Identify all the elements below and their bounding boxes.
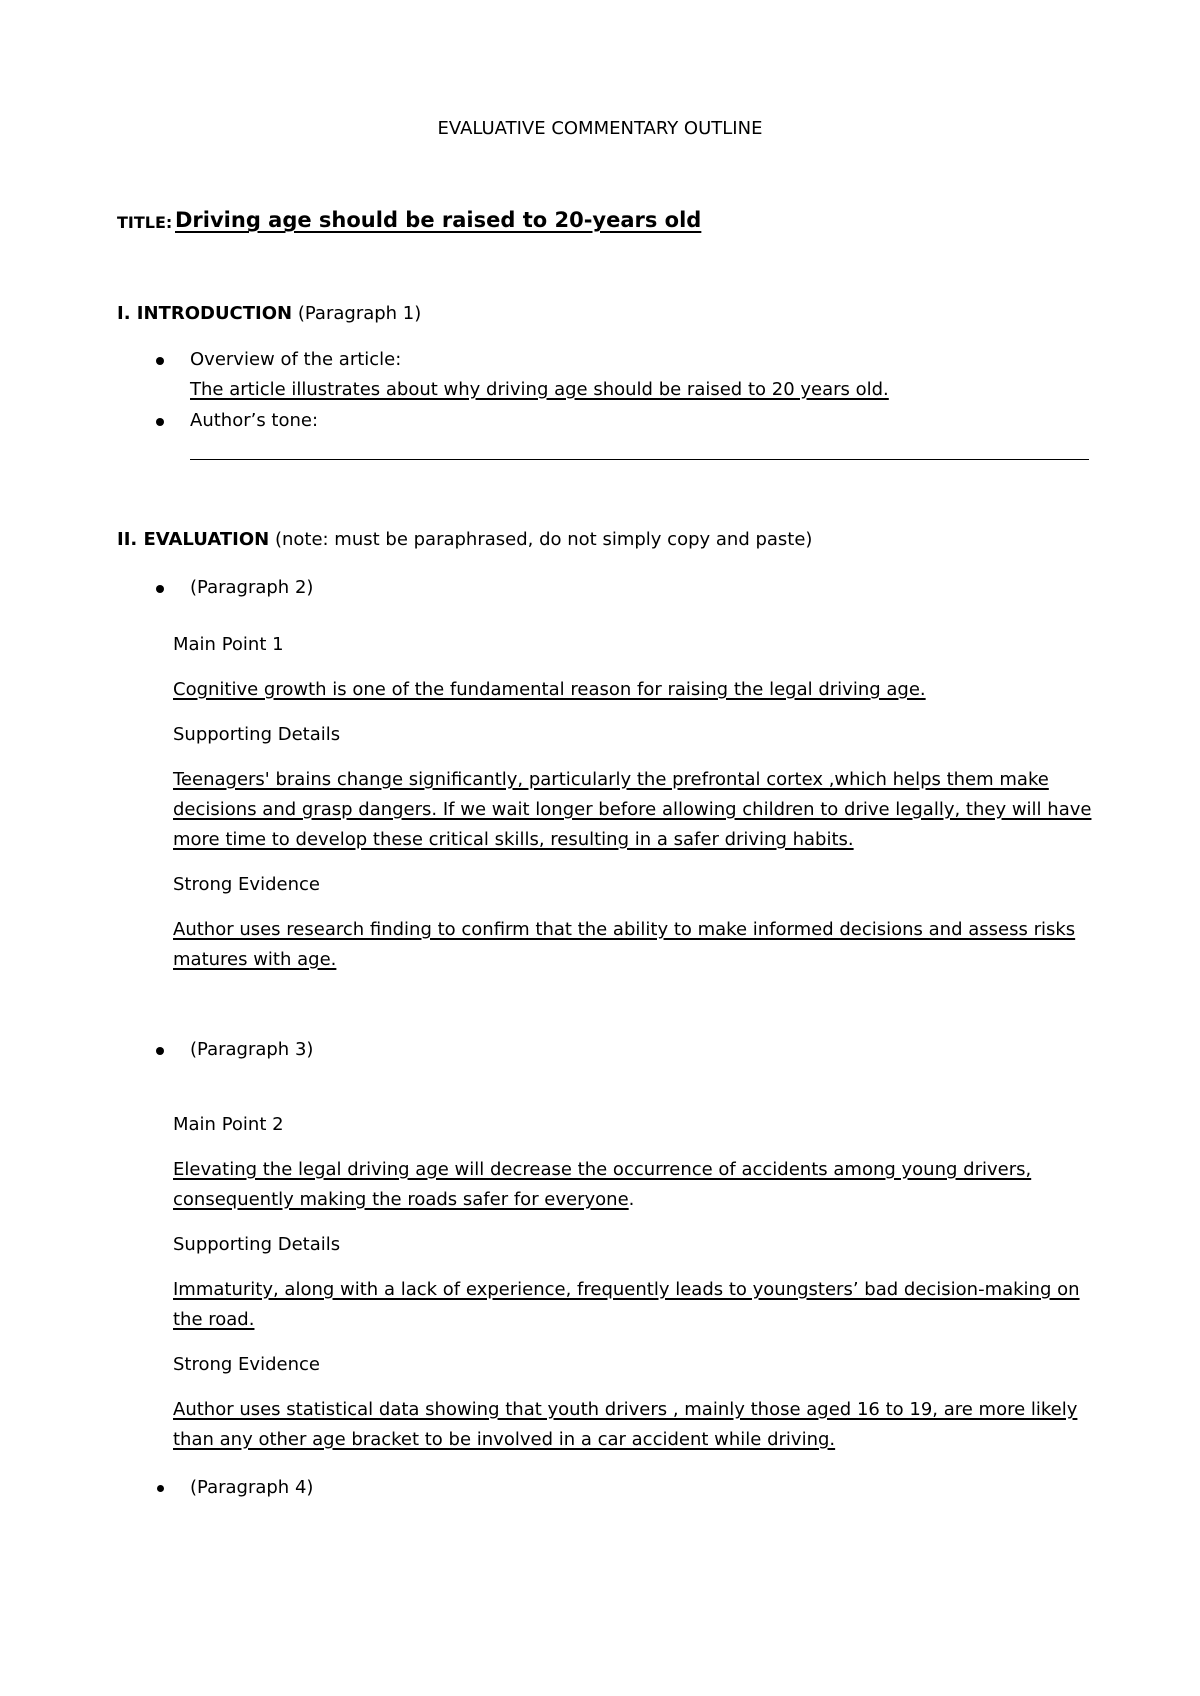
supporting-details-1-line: Teenagers' brains change significantly, particularly the prefrontal cortex ,which helps them make bbox=[173, 769, 1049, 790]
supporting-details-1-line: decisions and grasp dangers. If we wait longer before allowing children to drive legally, they will have bbox=[173, 799, 1092, 820]
title-value: Driving age should be raised to 20-years old bbox=[175, 208, 702, 232]
introduction-heading-row bbox=[117, 302, 421, 326]
paragraph2-label: (Paragraph 2) bbox=[190, 577, 314, 598]
introduction-heading-suffix: (Paragraph 1) bbox=[297, 303, 422, 324]
document-heading: EVALUATIVE COMMENTARY OUTLINE bbox=[437, 118, 763, 139]
bullet-icon bbox=[156, 418, 164, 426]
supporting-details-1-line: more time to develop these critical skills, resulting in a safer driving habits. bbox=[173, 829, 854, 850]
supporting-details-1-label: Supporting Details bbox=[173, 724, 341, 745]
supporting-details-2-line: Immaturity, along with a lack of experience, frequently leads to youngsters’ bad decision-making on bbox=[173, 1279, 1080, 1300]
main-point-2-line: consequently making the roads safer for everyone bbox=[173, 1189, 629, 1210]
supporting-details-2-label: Supporting Details bbox=[173, 1234, 341, 1255]
title-label: TITLE: bbox=[117, 213, 173, 232]
paragraph3-label: (Paragraph 3) bbox=[190, 1039, 314, 1060]
main-point-2-line: Elevating the legal driving age will decrease the occurrence of accidents among young drivers, bbox=[173, 1159, 1032, 1180]
bullet-icon bbox=[156, 357, 164, 365]
main-point-1-label: Main Point 1 bbox=[173, 634, 284, 655]
paragraph4-label: (Paragraph 4) bbox=[190, 1477, 314, 1498]
strong-evidence-1-line: Author uses research finding to confirm that the ability to make informed decisions and assess risks bbox=[173, 919, 1076, 940]
main-point-1-text: Cognitive growth is one of the fundamental reason for raising the legal driving age. bbox=[173, 679, 926, 700]
supporting-details-2-line: the road. bbox=[173, 1309, 255, 1330]
overview-text: The article illustrates about why driving age should be raised to 20 years old. bbox=[190, 379, 889, 400]
bullet-icon bbox=[156, 1047, 164, 1055]
bullet-icon bbox=[156, 585, 164, 593]
bullet-icon bbox=[157, 1485, 164, 1492]
strong-evidence-1-line: matures with age. bbox=[173, 949, 337, 970]
strong-evidence-1-label: Strong Evidence bbox=[173, 874, 320, 895]
introduction-heading: I. INTRODUCTION bbox=[117, 303, 293, 324]
main-point-2-line-row bbox=[173, 1188, 634, 1212]
tone-label: Author’s tone: bbox=[190, 410, 319, 431]
main-point-2-label: Main Point 2 bbox=[173, 1114, 284, 1135]
strong-evidence-2-line: Author uses statistical data showing that youth drivers , mainly those aged 16 to 19, are more likely bbox=[173, 1399, 1078, 1420]
main-point-2-period: . bbox=[628, 1189, 635, 1210]
overview-label: Overview of the article: bbox=[190, 349, 402, 370]
evaluation-heading: II. EVALUATION bbox=[117, 529, 270, 550]
evaluation-heading-suffix: (note: must be paraphrased, do not simply copy and paste) bbox=[274, 529, 813, 550]
strong-evidence-2-label: Strong Evidence bbox=[173, 1354, 320, 1375]
evaluation-heading-row bbox=[117, 528, 812, 552]
strong-evidence-2-line: than any other age bracket to be involved in a car accident while driving. bbox=[173, 1429, 836, 1450]
tone-answer-line bbox=[190, 459, 1089, 460]
